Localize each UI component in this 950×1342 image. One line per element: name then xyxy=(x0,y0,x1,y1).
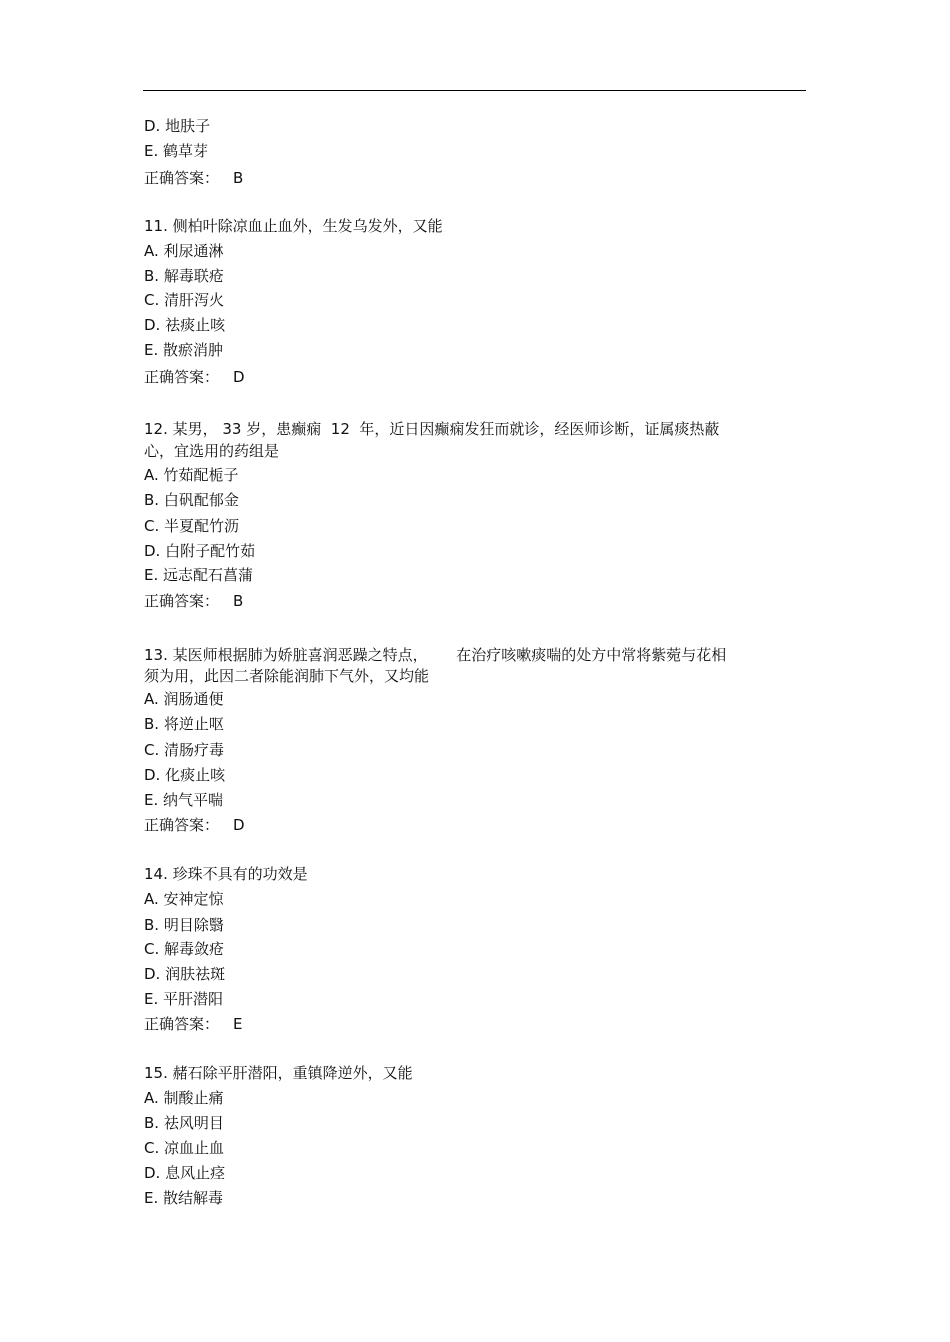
q14-option-c: C. 解毒敛疮 xyxy=(144,940,225,958)
q15-option-c: C. 凉血止血 xyxy=(144,1139,225,1157)
header-rule xyxy=(143,90,806,91)
q13-answer xyxy=(144,815,245,835)
q11-option-c: C. 清肝泻火 xyxy=(144,291,225,309)
q14-stem: 14. 珍珠不具有的功效是 xyxy=(144,865,308,883)
q12-answer xyxy=(144,591,243,611)
q14-option-e: E. 平肝潜阳 xyxy=(144,990,224,1008)
q10-option-e: E. 鹤草芽 xyxy=(144,142,209,160)
answer-value: D xyxy=(233,368,245,386)
answer-value: D xyxy=(233,816,245,834)
q13-option-c: C. 清肠疗毒 xyxy=(144,741,225,759)
answer-label: 正确答案： xyxy=(144,1015,220,1033)
q13-stem-line-2: 须为用，此因二者除能润肺下气外，又均能 xyxy=(144,667,430,685)
q13-stem-line-1: 13. 某医师根据肺为娇脏喜润恶躁之特点， 在治疗咳嗽痰喘的处方中常将紫菀与花相 xyxy=(144,646,727,664)
q14-option-b: B. 明目除翳 xyxy=(144,916,224,934)
q12-stem-line-1: 12. 某男， 33 岁，患癫痫 12 年，近日因癫痫发狂而就诊，经医师诊断，证属痰热蔽 xyxy=(144,420,720,438)
q12-option-e: E. 远志配石菖蒲 xyxy=(144,566,254,584)
answer-label: 正确答案： xyxy=(144,169,220,187)
answer-value: B xyxy=(233,169,244,187)
q12-option-b: B. 白矾配郁金 xyxy=(144,491,239,509)
q15-option-e: E. 散结解毒 xyxy=(144,1189,224,1207)
q11-option-a: A. 利尿通淋 xyxy=(144,242,224,260)
q11-option-b: B. 解毒联疮 xyxy=(144,267,224,285)
q13-option-b: B. 将逆止呕 xyxy=(144,715,224,733)
q14-option-d: D. 润肤祛斑 xyxy=(144,965,226,983)
q10-option-d: D. 地肤子 xyxy=(144,117,211,135)
answer-label: 正确答案： xyxy=(144,368,220,386)
answer-label: 正确答案： xyxy=(144,592,220,610)
q15-option-b: B. 祛风明目 xyxy=(144,1114,224,1132)
q13-option-a: A. 润肠通便 xyxy=(144,690,224,708)
q14-answer xyxy=(144,1014,243,1034)
q15-stem: 15. 赭石除平肝潜阳，重镇降逆外，又能 xyxy=(144,1064,413,1082)
q13-option-d: D. 化痰止咳 xyxy=(144,766,226,784)
q14-option-a: A. 安神定惊 xyxy=(144,890,224,908)
q11-stem: 11. 侧柏叶除凉血止血外，生发乌发外，又能 xyxy=(144,217,443,235)
answer-value: B xyxy=(233,592,244,610)
q13-option-e: E. 纳气平喘 xyxy=(144,791,224,809)
q11-option-d: D. 祛痰止咳 xyxy=(144,316,226,334)
q12-option-a: A. 竹茹配栀子 xyxy=(144,466,239,484)
q11-answer xyxy=(144,367,245,387)
q15-option-a: A. 制酸止痛 xyxy=(144,1089,224,1107)
q11-option-e: E. 散瘀消肿 xyxy=(144,341,224,359)
q12-option-c: C. 半夏配竹沥 xyxy=(144,517,240,535)
answer-value: E xyxy=(233,1015,243,1033)
q12-option-d: D. 白附子配竹茹 xyxy=(144,542,256,560)
q10-answer xyxy=(144,168,243,188)
q12-stem-line-2: 心，宜选用的药组是 xyxy=(144,442,280,460)
answer-label: 正确答案： xyxy=(144,816,220,834)
q15-option-d: D. 息风止痉 xyxy=(144,1164,226,1182)
